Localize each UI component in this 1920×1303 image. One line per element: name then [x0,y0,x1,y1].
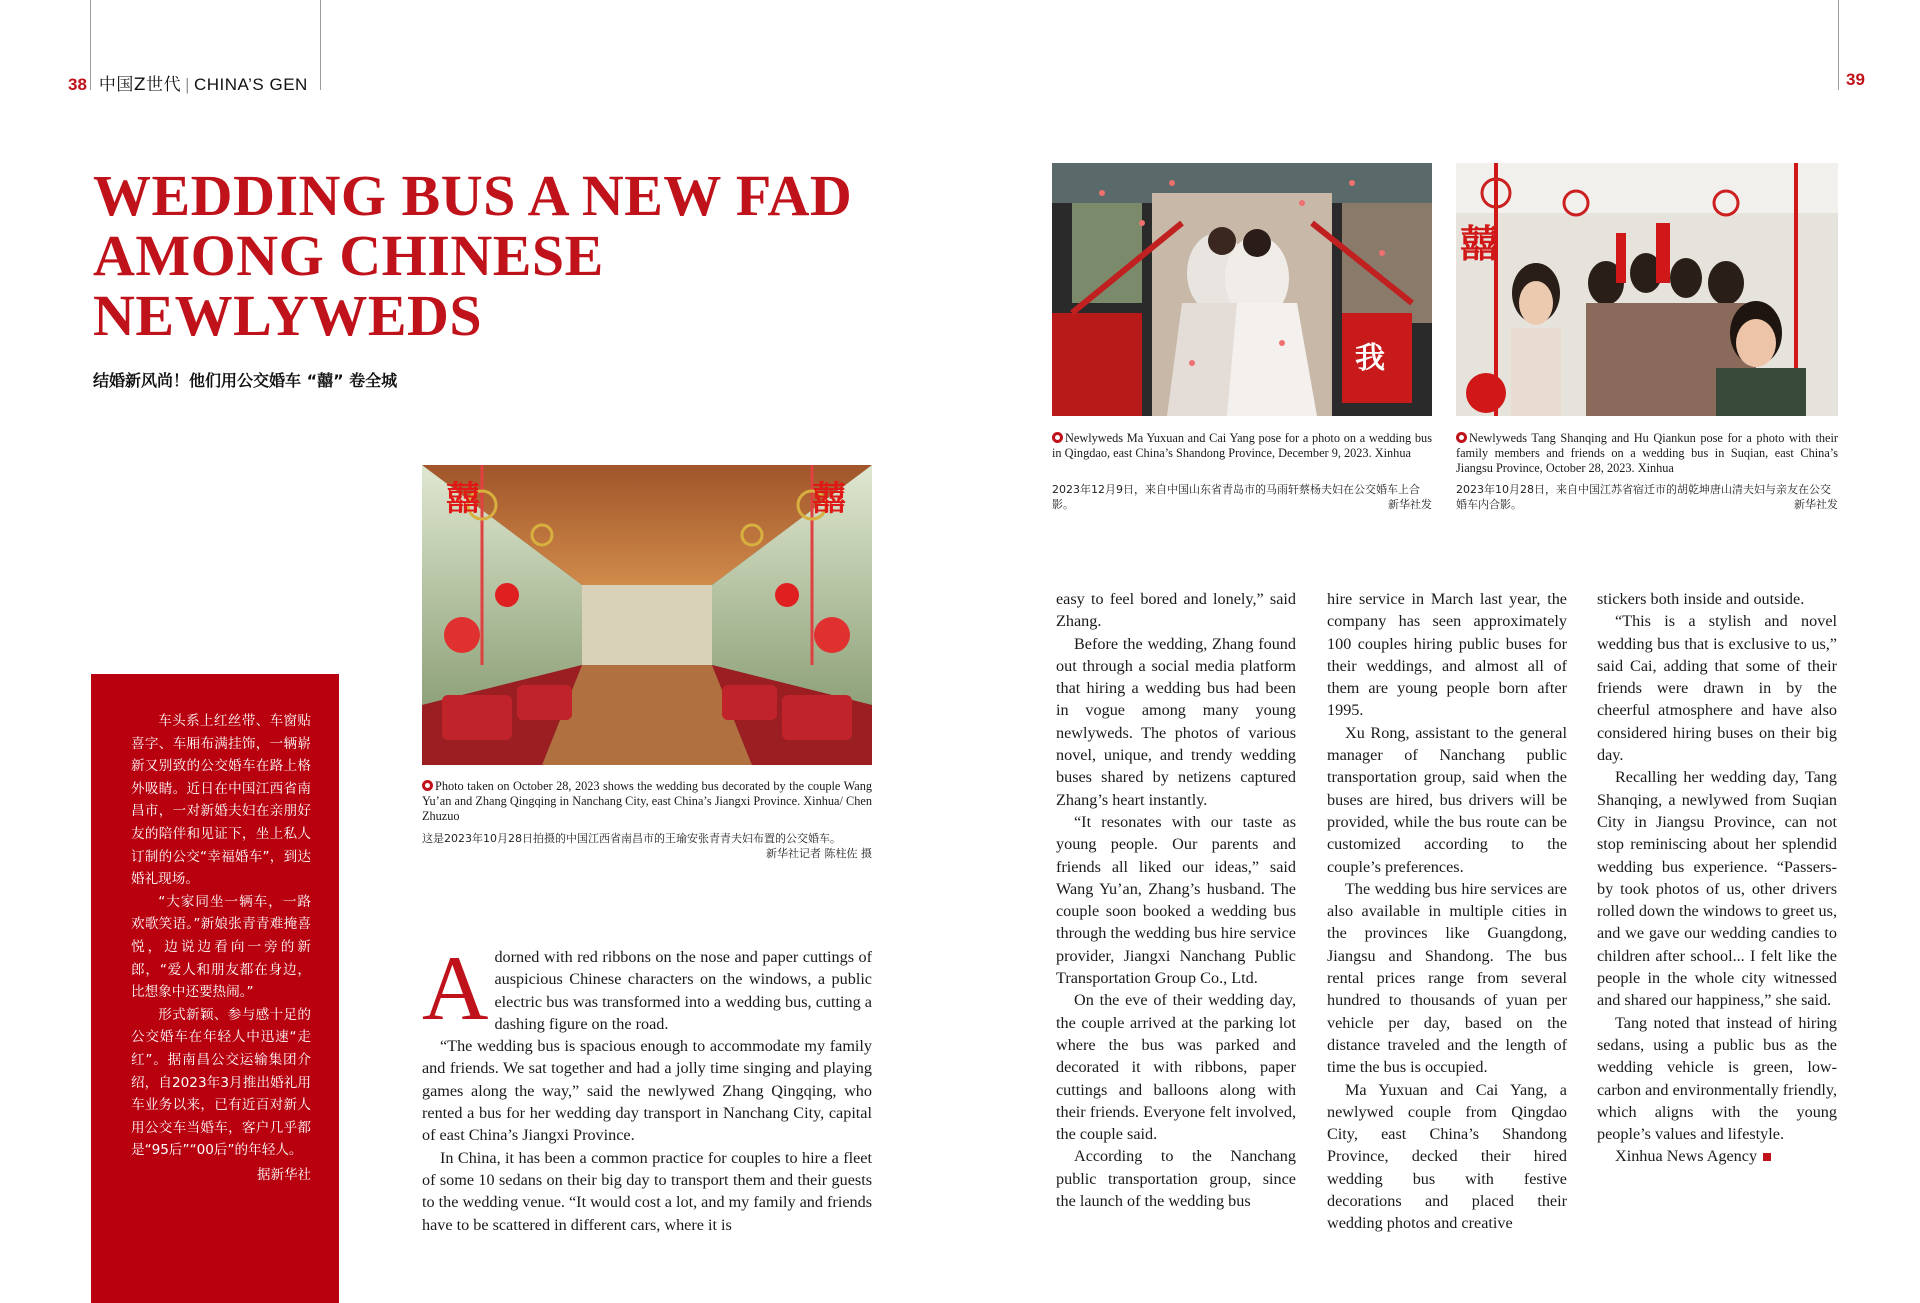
caption-zh-text: 这是2023年10月28日拍摄的中国江西省南昌市的王瑜安张青青夫妇布置的公交婚车。 [422,832,841,845]
article-column-1 [422,937,872,1236]
caption-qingdao-en [1052,431,1432,461]
page-number-right: 39 [1846,70,1865,89]
sidebar-box [91,674,339,1303]
article-column-4 [1597,588,1837,1168]
article-paragraph: Tang noted that instead of hiring sedans, using a public bus as the wedding vehicle is green, low-carbon and environmentally friendly, which aligns with the young people’s values and lifestyle. [1597,1013,1837,1144]
caption-zh-text: 2023年12月9日，来自中国山东省青岛市的马雨轩蔡杨夫妇在公交婚车上合影。 [1052,483,1420,511]
photo-qingdao-couple [1052,163,1432,416]
article-paragraph: Ma Yuxuan and Cai Yang, a newlywed couple from Qingdao City, east China’s Shandong Province, decked their hired wedding bus with festive decorations and placed their wedding photos and creative [1327,1080,1567,1233]
caption-bus-interior-en [422,779,872,824]
camera-icon [1052,432,1063,443]
photo-credit: 新华社发 [1388,498,1432,511]
double-happiness-sign-right: 囍 [812,479,846,519]
article-paragraph: The wedding bus hire services are also available in multiple cities in the provinces like Guangdong, Jiangsu and Shandong. The bus rental prices range from several hundred to thousands of yuan per vehicle per day, based on the distance traveled and the length of time the bus is occupied. [1327,879,1567,1077]
article-paragraph: “This is a stylish and novel wedding bus that is exclusive to us,” said Cai, adding that some of their friends were drawn in by the cheerful atmosphere and have also considered hiring buses on their big day. [1597,612,1837,765]
page-number-left: 38 [68,75,87,94]
caption-text: Newlyweds Ma Yuxuan and Cai Yang pose for a photo on a wedding bus in Qingdao, east China’s Shandong Province, December 9, 2023. Xinhua [1052,431,1432,460]
subtitle-zh: 结婚新风尚！他们用公交婚车 “囍” 卷全城 [93,371,398,390]
header-rule-right [1838,0,1839,90]
article-paragraph: easy to feel bored and lonely,” said Zhang. [1056,590,1296,631]
headline [93,163,853,348]
section-divider: | [185,75,190,94]
article-paragraph: stickers both inside and outside. [1597,590,1805,608]
qingdao-couple-illustration [1052,163,1432,416]
article-paragraph: In China, it has been a common practice for couples to hire a fleet of some 10 sedans on their big day to transport them and their guests to the wedding venue. “It would cost a lot, and my family and friends have to be scattered in different cars, where it is [422,1148,872,1234]
article-column-2 [1056,588,1296,1212]
header-rule-left-inner [320,0,321,90]
camera-icon [422,780,433,791]
sidebar-paragraph: 车头系上红丝带、车窗贴喜字、车厢布满挂饰，一辆崭新又别致的公交婚车在路上格外吸睛。近日在中国江西省南昌市，一对新婚夫妇在亲朋好友的陪伴和见证下，坐上私人订制的公交“幸福婚车”，到达婚礼现场。 [131,713,311,888]
photo-credit: 新华社发 [1794,498,1838,511]
headline-line-2: AMONG CHINESE [93,223,604,288]
sidebar-paragraph: “大家同坐一辆车，一路欢歌笑语。”新娘张青青难掩喜悦，边说边看向一旁的新郎，“爱人和朋友都在身边，比想象中还要热闹。” [131,893,311,1001]
camera-icon [1456,432,1467,443]
article-paragraph: “The wedding bus is spacious enough to accommodate my family and friends. We sat together and had a jolly time singing and playing games along the way,” said the newlywed Zhang Qingqing, who rented a bus for her wedding day transport in Nanchang City, capital of east China’s Jiangxi Province. [422,1037,872,1145]
photo-credit: 新华社记者 陈柱佐 摄 [766,847,872,860]
sidebar-text [131,710,311,1186]
article-paragraph: Xu Rong, assistant to the general manager of Nanchang public transportation group, said when the buses are hired, bus drivers will be provided, while the bus route can be customized according to the couple’s preferences. [1327,723,1567,876]
section-label-zh: 中国Z世代 [98,75,182,95]
article-paragraph: On the eve of their wedding day, the couple arrived at the parking lot where the bus was parked and decorated it with ribbons, paper cuttings and balloons along with their friends. Everyone felt involved, the couple said. [1056,991,1296,1144]
running-header-left [68,70,308,95]
section-label-en: CHINA’S GEN [194,75,308,94]
article-column-3 [1327,588,1567,1235]
headline-line-3: NEWLYWEDS [93,283,483,348]
caption-text: Photo taken on October 28, 2023 shows the wedding bus decorated by the couple Wang Yu’an and Zhang Qingqing in Nanchang City, east China’s Jiangxi Province. Xinhua/ Chen Zhuzuo [422,779,872,823]
byline [1597,1145,1837,1167]
caption-suqian-en [1456,431,1838,476]
byline-text: Xinhua News Agency [1615,1147,1758,1166]
sidebar-credit: 据新华社 [257,1166,311,1183]
lead-text: dorned with red ribbons on the nose and paper cuttings of auspicious Chinese characters on the windows, a public electric bus was transformed into a wedding bus, cutting a dashing figure on the road. [494,948,872,1033]
bus-interior-illustration [422,465,872,765]
bus-door-sign: 我 [1355,341,1385,376]
article-paragraph: hire service in March last year, the company has seen approximately 100 couples hiring public buses for their weddings, and almost all of them are young people born after 1995. [1327,590,1567,720]
photo-suqian-group [1456,163,1838,416]
photo-bus-interior [422,465,872,765]
lead-paragraph [422,937,872,1039]
sidebar-paragraph: 形式新颖、参与感十足的公交婚车在年轻人中迅速“走红”。据南昌公交运输集团介绍，自2023年3月推出婚礼用车业务以来，已有近百对新人用公交车当婚车，客户几乎都是“95后”“00后”的年轻人。 [131,1006,311,1159]
caption-zh-text: 2023年10月28日，来自中国江苏省宿迁市的胡乾坤唐山清夫妇与亲友在公交婚车内合影。 [1456,483,1831,511]
caption-qingdao-zh [1052,482,1432,512]
article-paragraph: Recalling her wedding day, Tang Shanqing, a newlywed from Suqian City in Jiangsu Province, can not stop reminiscing about her splendid wedding bus experience. “Passers-by took photos of us, other drivers rolled down the windows to greet us, and we gave our wedding candies to children after school... I felt like the people in the whole city witnessed and shared our happiness,” she said. [1597,768,1837,1010]
article-paragraph: According to the Nanchang public transportation group, since the launch of the wedding bus [1056,1147,1296,1211]
article-paragraph: Before the wedding, Zhang found out through a social media platform that hiring a wedding bus had been in vogue among many young newlyweds. The photos of various novel, unique, and trendy wedding buses shared by netizens captured Zhang’s heart instantly. [1056,634,1296,809]
drop-cap: A [422,937,489,1039]
article-paragraph: “It resonates with our taste as young people. Our parents and friends all liked our ideas,” said Wang Yu’an, Zhang’s husband. The couple soon booked a wedding bus through the wedding bus hire service provider, Jiangxi Nanchang Public Transportation Group Co., Ltd. [1056,812,1296,988]
double-happiness-sign-left: 囍 [446,479,480,519]
headline-line-1: WEDDING BUS A NEW FAD [93,163,853,228]
caption-suqian-zh [1456,482,1838,512]
caption-text: Newlyweds Tang Shanqing and Hu Qiankun pose for a photo with their family members and friends on a wedding bus in Suqian, east China’s Jiangsu Province, October 28, 2023. Xinhua [1456,431,1838,475]
end-mark-icon [1763,1153,1771,1161]
caption-bus-interior-zh [422,831,872,861]
double-happiness-sign: 囍 [1460,222,1499,266]
suqian-group-illustration [1456,163,1838,416]
